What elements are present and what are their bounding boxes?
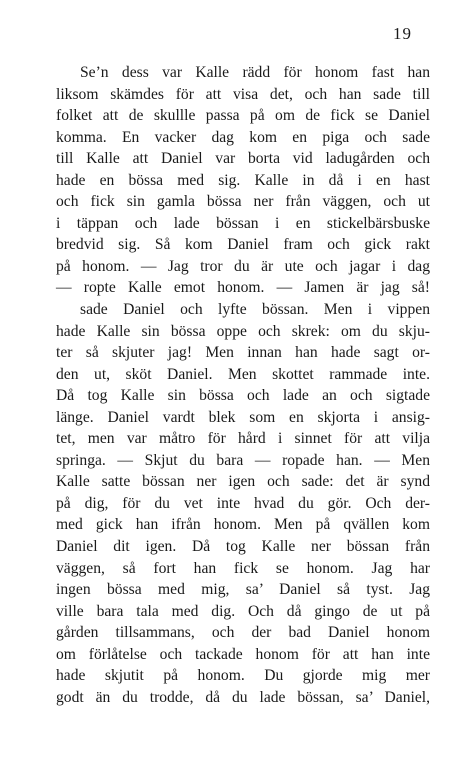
text-line: den ut, sköt Daniel. Men skottet rammade inte. bbox=[56, 365, 430, 383]
text-line: i täppan och lade bössan i en stickelbärsbuske bbox=[56, 214, 430, 232]
text-line: gården tillsammans, och der bad Daniel honom bbox=[56, 624, 430, 642]
body-text bbox=[56, 62, 430, 708]
page-number: 19 bbox=[393, 24, 412, 43]
text-line: Se’n dess var Kalle rädd för honom fast han bbox=[80, 64, 430, 81]
text-line: folket att de skullle passa på om de fick se Daniel bbox=[56, 107, 430, 125]
text-line: och fick sin gamla bössa ner från väggen, och ut bbox=[56, 193, 430, 211]
text-line: ingen bössa med mig, sa’ Daniel så tyst. Jag bbox=[56, 581, 430, 599]
text-line: springa. — Skjut du bara — ropade han. — Men bbox=[56, 451, 430, 469]
text-line: Kalle satte bössan ner igen och sade: det är synd bbox=[56, 473, 430, 491]
text-line: hade Kalle sin bössa oppe och skrek: om du skju- bbox=[56, 322, 430, 340]
text-line: väggen, så fort han fick se honom. Jag har bbox=[56, 559, 430, 577]
text-line: sade Daniel och lyfte bössan. Men i vippen bbox=[80, 301, 430, 319]
text-line: till Kalle att Daniel var borta vid ladugården och bbox=[56, 150, 430, 168]
text-line: med gick han ifrån honom. Men på qvällen kom bbox=[56, 516, 430, 534]
text-line: ter så skjuter jag! Men innan han hade sagt or- bbox=[56, 344, 430, 362]
text-line: hade skjutit på honom. Du gjorde mig mer bbox=[56, 667, 430, 685]
text-line: bredvid sig. Så kom Daniel fram och gick rakt bbox=[56, 236, 430, 254]
text-line: länge. Daniel vardt blek som en skjorta i ansig- bbox=[56, 408, 430, 426]
text-line: hade en bössa med sig. Kalle in då i en hast bbox=[56, 171, 430, 189]
text-line: komma. En vacker dag kom en piga och sade bbox=[56, 128, 430, 146]
text-line: på honom. — Jag tror du är ute och jagar i dag bbox=[56, 257, 430, 275]
text-line: — ropte Kalle emot honom. — Jamen är jag så! bbox=[56, 279, 430, 297]
text-line: på dig, för du vet inte hvad du gör. Och der- bbox=[56, 494, 430, 512]
text-line: godt än du trodde, då du lade bössan, sa’ Daniel, bbox=[56, 688, 430, 706]
text-line: Daniel dit igen. Då tog Kalle ner bössan från bbox=[56, 538, 430, 556]
text-line: om förlåtelse och tackade honom för att han inte bbox=[56, 645, 430, 663]
text-line: ville bara tala med dig. Och då gingo de ut på bbox=[56, 602, 430, 620]
text-line: liksom skämdes för att visa det, och han sade till bbox=[56, 85, 430, 103]
text-line: tet, men var måtro för hård i sinnet för att vilja bbox=[56, 430, 430, 448]
text-line: Då tog Kalle sin bössa och lade an och sigtade bbox=[56, 387, 430, 405]
